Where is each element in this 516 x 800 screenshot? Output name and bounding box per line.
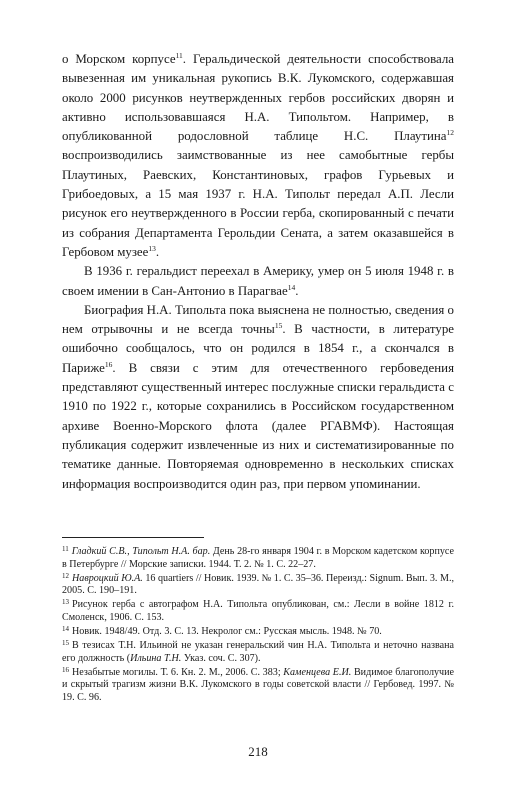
main-text bbox=[62, 50, 454, 494]
footnote-number: 13 bbox=[62, 598, 69, 607]
text-run: . bbox=[295, 283, 299, 298]
footnote-separator bbox=[62, 537, 204, 538]
page-number: 218 bbox=[248, 744, 268, 759]
text-run: В тезисах Т.Н. Ильиной не указан генеральский чин Н.А. Типольта и неточно названа его должность ( bbox=[62, 640, 454, 664]
footnote-ref: 16 bbox=[104, 359, 113, 369]
footnote bbox=[62, 667, 454, 705]
text-run: . В связи с этим для отечественного гербоведения представляют существенный интерес послужные списки геральдиста с 1910 по 1922 г., которые сохранились в Российском государственном архиве Военно-Морского флота (далее РГАВМФ). Настоящая публикация содержит извлеченные из них и систематизированные по тематике данные. Повторяемая одновременно в нескольких списках информация воспроизводится один раз, при первом упоминании. bbox=[62, 360, 454, 491]
text-run: Незабытые могилы. Т. 6. Кн. 2. М., 2006. С. 383; bbox=[72, 666, 284, 678]
text-run: 16 quartiers // Новик. 1939. № 1. С. 35–36. Переизд.: Signum. Вып. 3. М., 2005. С. 190–191. bbox=[62, 572, 454, 597]
text-run: День 28-го января 1904 г. в Морском кадетском корпусе в Петербурге // Морские записки. 1944. Т. 2. № 1. С. 22–27. bbox=[62, 546, 454, 570]
paragraph bbox=[62, 262, 454, 301]
footnote bbox=[62, 546, 454, 571]
text-run: о Морском корпусе bbox=[62, 52, 176, 66]
text-run: . Геральдической деятельности способствовала вывезенная им уникальная рукопись В.К. Лукомского, содержавшая около 2000 рисунков неутвержденных гербов российских дворян и активно использовавшаяся Н.А. Типольтом. Например, в опубликованной родословной таблице Н.С. Плаутина bbox=[62, 52, 454, 144]
footnote-number: 15 bbox=[62, 639, 69, 648]
text-run: . В частности, в литературе ошибочно сообщалось, что он родился в 1854 г., а скончался в Париже bbox=[62, 322, 454, 375]
text-run: Рисунок герба с автографом Н.А. Типольта опубликован, см.: Лесли в войне 1812 г. Смоленск, 1906. С. 153. bbox=[62, 599, 454, 623]
footnote-number: 14 bbox=[62, 625, 69, 634]
footnote bbox=[62, 626, 454, 639]
footnote-number: 11 bbox=[62, 545, 69, 553]
text-run: Видимое благополучие и скрытый трагизм жизни В.К. Лукомского в годы советской власти // Гербовед. 1997. № 19. С. 96. bbox=[62, 666, 455, 704]
author-name: Каменцева Е.И. bbox=[283, 666, 352, 678]
author-name: Ильина Т.Н. bbox=[130, 652, 182, 664]
footnote-number: 16 bbox=[62, 665, 69, 674]
paragraph bbox=[62, 50, 454, 262]
author-name: Навроцкий Ю.А. bbox=[72, 572, 143, 584]
text-run: Биография Н.А. Типольта пока выяснена не полностью, сведения о нем отрывочны и не всегда точны bbox=[62, 302, 454, 337]
footnote bbox=[62, 599, 454, 624]
footnotes bbox=[62, 546, 454, 706]
footnote-ref: 14 bbox=[287, 282, 296, 292]
text-run: . bbox=[155, 244, 160, 259]
text-run: Новик. 1948/49. Отд. 3. С. 13. Некролог см.: Русская мысль. 1948. № 70. bbox=[72, 626, 382, 638]
footnote-ref: 15 bbox=[274, 321, 283, 331]
footnote-ref: 13 bbox=[148, 243, 156, 253]
text-run: Указ. соч. С. 307). bbox=[181, 652, 261, 664]
footnote bbox=[62, 640, 454, 665]
text-run: воспроизводились заимствованные из нее самобытные гербы Плаутиных, Раевских, Константиновых, графов Гурьевых и Грибоедовых, а 15 мая 1937 г. Н.А. Типольт передал А.П. Лесли рисунок его неутвержденного в России герба, скопированный с печати из собрания Департамента Герольдии Сената, а затем оказавшейся в Гербовом музее bbox=[62, 148, 454, 259]
footnote-ref: 11 bbox=[175, 51, 183, 60]
text-run: В 1936 г. геральдист переехал в Америку, умер он 5 июля 1948 г. в своем имении в Сан-Антонио в Парагвае bbox=[62, 264, 454, 298]
paragraph bbox=[62, 301, 454, 494]
author-name: Гладкий С.В., Типольт Н.А. бар. bbox=[71, 546, 211, 557]
footnote bbox=[62, 573, 454, 598]
footnote-ref: 12 bbox=[446, 128, 454, 138]
footnote-number: 12 bbox=[62, 571, 69, 580]
